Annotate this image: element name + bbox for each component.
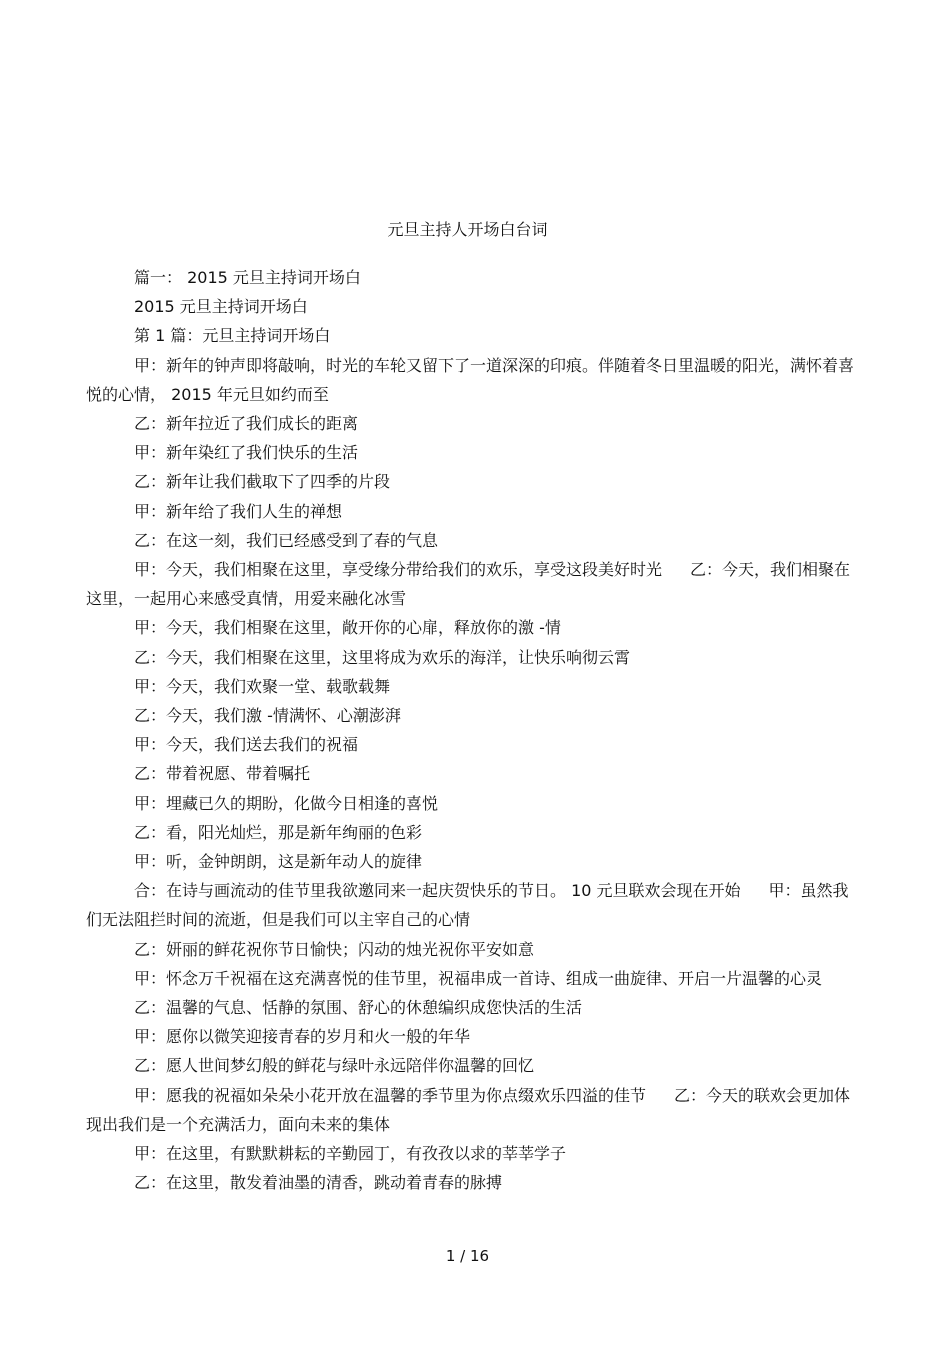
dialogue-line: 乙：新年拉近了我们成长的距离	[134, 414, 359, 434]
page-number: 1 / 16	[445, 1247, 490, 1265]
document-body	[86, 263, 864, 1198]
dialogue-line: 乙：今天，我们激 -情满怀、心潮澎湃	[134, 706, 401, 726]
dialogue-line: 甲：新年染红了我们快乐的生活	[134, 443, 359, 463]
dialogue-line: 乙：新年让我们截取下了四季的片段	[134, 472, 391, 492]
subheading: 第 1 篇：元旦主持词开场白	[134, 326, 331, 346]
dialogue-line: 甲：在这里，有默默耕耘的辛勤园丁，有孜孜以求的莘莘学子	[134, 1144, 567, 1164]
dialogue-text: 乙：今天，我们相聚在这里，一起用心来感受真情，用爱来融化冰雪	[86, 560, 851, 609]
dialogue-text: 甲：虽然我们无法阻拦时间的流逝，但是我们可以主宰自己的心情	[86, 881, 849, 930]
document-title: 元旦主持人开场白台词	[387, 220, 548, 239]
dialogue-line: 乙：带着祝愿、带着嘱托	[134, 764, 311, 784]
dialogue-line: 乙：温馨的气息、恬静的氛围、舒心的休憩编织成您快活的生活	[134, 998, 583, 1018]
dialogue-line: 甲：愿你以微笑迎接青春的岁月和火一般的年华	[134, 1027, 471, 1047]
dialogue-line: 甲：今天，我们相聚在这里，敞开你的心扉，释放你的激 -情	[134, 618, 561, 638]
dialogue-line: 甲：怀念万千祝福在这充满喜悦的佳节里，祝福串成一首诗、组成一曲旋律、开启一片温馨的心灵	[134, 968, 823, 988]
dialogue-line: 乙：在这里，散发着油墨的清香，跳动着青春的脉搏	[134, 1173, 503, 1193]
dialogue-line: 乙：今天，我们相聚在这里，这里将成为欢乐的海洋，让快乐响彻云霄	[134, 647, 631, 667]
dialogue-line: 乙：在这一刻，我们已经感受到了春的气息	[134, 530, 439, 550]
subheading: 2015 元旦主持词开场白	[134, 297, 308, 317]
dialogue-line: 甲：听，金钟朗朗，这是新年动人的旋律	[134, 852, 423, 872]
dialogue-line: 乙：愿人世间梦幻般的鲜花与绿叶永远陪伴你温馨的回忆	[134, 1056, 535, 1076]
dialogue-line: 甲：埋藏已久的期盼，化做今日相逢的喜悦	[134, 793, 439, 813]
dialogue-text: 乙：今天的联欢会更加体现出我们是一个充满活力，面向未来的集体	[86, 1085, 851, 1134]
dialogue-line	[86, 876, 864, 934]
section-heading: 篇一： 2015 元旦主持词开场白	[134, 268, 361, 287]
dialogue-line: 甲：今天，我们欢聚一堂、载歌载舞	[134, 676, 391, 696]
dialogue-line: 乙：看，阳光灿烂，那是新年绚丽的色彩	[134, 822, 423, 842]
dialogue-line: 乙：妍丽的鲜花祝你节日愉快；闪动的烛光祝你平安如意	[134, 939, 535, 959]
dialogue-text: 甲：愿我的祝福如朵朵小花开放在温馨的季节里为你点缀欢乐四溢的佳节	[134, 1085, 647, 1105]
dialogue-text: 合：在诗与画流动的佳节里我欲邀同来一起庆贺快乐的节日。 10 元旦联欢会现在开始	[134, 881, 741, 901]
dialogue-line	[86, 1081, 864, 1139]
dialogue-line: 甲：今天，我们送去我们的祝福	[134, 735, 359, 755]
dialogue-line: 甲：新年给了我们人生的禅想	[134, 501, 343, 521]
dialogue-line	[86, 555, 864, 613]
dialogue-text: 甲：今天，我们相聚在这里，享受缘分带给我们的欢乐，享受这段美好时光	[134, 560, 663, 580]
dialogue-line: 甲：新年的钟声即将敲响，时光的车轮又留下了一道深深的印痕。伴随着冬日里温暖的阳光，满怀着喜悦的心情， 2015 年元旦如约而至	[86, 355, 855, 404]
